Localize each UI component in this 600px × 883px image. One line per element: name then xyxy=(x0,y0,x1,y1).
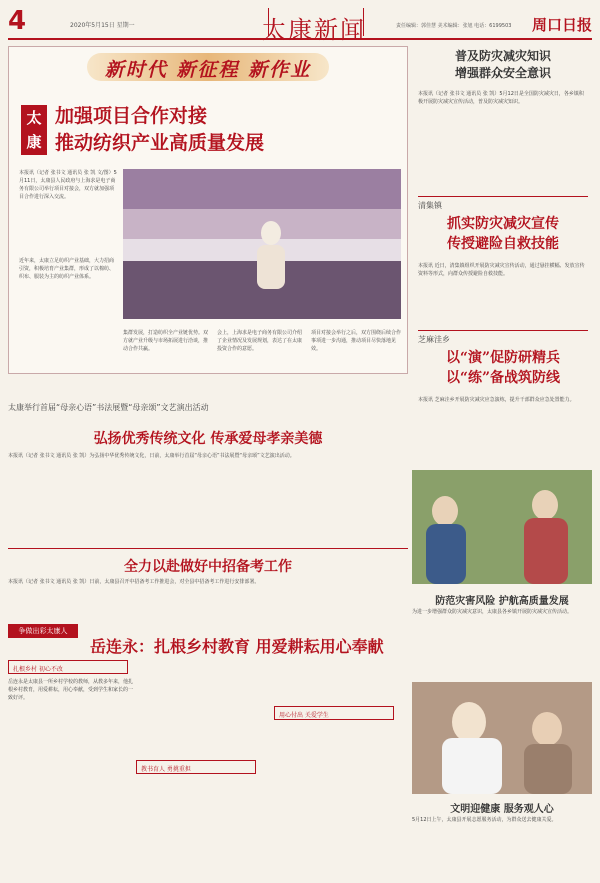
subhead-box-3 xyxy=(274,706,394,720)
feature-column-2: 集群发展，打造纺织全产业链优势。双方就产业升级与市场拓展进行洽谈，推动合作共赢。 xyxy=(123,330,209,352)
subhead-box-1 xyxy=(8,660,128,674)
feature-column-1: 近年来，太康立足纺织产业基础，大力招商引资，积极培育产业集群，形成了以棉纺、织布、服装为主的纺织产业体系。 xyxy=(19,258,115,280)
page-number: 4 xyxy=(8,6,27,36)
photo2-caption: 文明迎健康 服务观人心 xyxy=(450,804,554,815)
band2-headline: 全力以赴做好中招备考工作 xyxy=(124,559,292,575)
disaster-prevention-photo xyxy=(412,470,592,584)
right-headline-1-line1: 普及防灾减灾知识 xyxy=(454,49,551,63)
right-headline-1 xyxy=(418,48,588,82)
banner-text: 新时代 新征程 新作业 xyxy=(104,59,312,81)
right-headline-3 xyxy=(418,348,588,388)
photo2-caption-body: 5月12日上午，太康县开展志愿服务活动，为群众送去健康关爱。 xyxy=(412,817,557,823)
band1-headline: 弘扬优秀传统文化 传承爱母孝亲美德 xyxy=(93,431,323,447)
issue-date: 2020年5月15日 星期一 xyxy=(70,22,135,29)
feature2-body: 岳连永是太康县一所乡村学校的教师，从教多年来，他扎根乡村教育，用爱耕耘，用心奉献，受到学生和家长的一致好评。 xyxy=(8,679,134,701)
right-headline-1-line2: 增强群众安全意识 xyxy=(454,66,551,80)
county-tag: 太康 xyxy=(21,105,47,155)
feature2-headline: 岳连永：扎根乡村教育 用爱耕耘用心奉献 xyxy=(90,637,384,656)
right-headline-3-line1: 以“演”促防研精兵 xyxy=(445,350,561,366)
feature-headline-line1: 加强项目合作对接 xyxy=(55,105,208,127)
right-headline-3-line2: 以“练”备战筑防线 xyxy=(445,370,561,386)
column-tag: 争做出彩太康人 xyxy=(8,624,78,638)
feature-banner xyxy=(87,53,329,81)
band2-body: 本报讯（记者 张书文 通讯员 张 凯）日前，太康县召开中招备考工作推进会，对全县中招备考工作进行安排部署。 xyxy=(8,579,260,585)
subhead-2: 教书育人 勇挑重担 xyxy=(141,766,191,773)
band1-body: 本报讯（记者 张书文 通讯员 张 凯）为弘扬中华优秀传统文化，日前，太康举行首届“母亲心语”书法展暨“母亲颂”文艺演出活动。 xyxy=(8,453,295,459)
town-label-2: 芝麻洼乡 xyxy=(418,335,450,344)
volunteer-service-photo xyxy=(412,682,592,794)
feature-story xyxy=(8,46,408,374)
right-headline-2-line2: 传授避险自救技能 xyxy=(447,236,559,252)
band1-kicker: 太康举行首届“母亲心语”书法展暨“母亲颂”文艺演出活动 xyxy=(8,403,209,412)
photo1-caption-body: 为进一步增强群众防灾减灾意识，太康县各乡镇开展防灾减灾宣传活动。 xyxy=(412,609,573,615)
textile-factory-photo xyxy=(123,169,401,319)
subhead-1: 扎根乡村 初心不改 xyxy=(13,666,63,673)
page-header xyxy=(8,6,592,44)
right-body-3: 本报讯 芝麻洼乡开展防灾减灾应急演练，提升干部群众应急处置能力。 xyxy=(418,397,575,403)
right-body-1: 本报讯（记者 张书文 通讯员 张 凯）5月12日是全国防灾减灾日，各乡镇积极开展防灾减灾宣传活动，普及防灾减灾知识。 xyxy=(418,91,584,105)
newspaper-logo: 周口日报 xyxy=(531,16,592,34)
photo1-caption: 防范灾害风险 护航高质量发展 xyxy=(435,596,569,607)
right-headline-2-line1: 抓实防灾减灾宣传 xyxy=(447,216,559,232)
feature-headline xyxy=(55,103,405,157)
town-label-1: 清集镇 xyxy=(418,201,442,210)
subhead-3: 用心付出 关爱学生 xyxy=(279,712,329,719)
divider xyxy=(418,196,588,197)
section-title: 太康新闻 xyxy=(262,16,366,44)
feature-headline-line2: 推动纺织产业高质量发展 xyxy=(55,132,265,154)
right-headline-2 xyxy=(418,214,588,254)
divider xyxy=(8,548,408,549)
divider xyxy=(418,330,588,331)
feature-column-3: 会上，上海求是电子商务有限公司介绍了企业情况及发展规划，表达了在太康投资合作的意愿。 xyxy=(217,330,303,352)
subhead-box-2 xyxy=(136,760,256,774)
feature-lead: 本报讯（记者 张书文 通讯员 张 凯 文/图）5月11日，太康县人民政府与上海求是电子商务有限公司举行项目对接会，双方就加强项目合作进行深入交流。 xyxy=(19,170,117,200)
right-body-2: 本报讯 近日，清集镇组织开展防灾减灾宣传活动，通过悬挂横幅、发放宣传资料等形式，向群众传授避险自救技能。 xyxy=(418,263,585,277)
feature-column-4: 项目对接会举行之后，双方围绕后续合作事项进一步沟通，推动项目尽快落地见效。 xyxy=(311,330,402,352)
editor-info: 责任编辑：郭佳慧 美术编辑：张旭 电话：6199503 xyxy=(396,23,512,29)
